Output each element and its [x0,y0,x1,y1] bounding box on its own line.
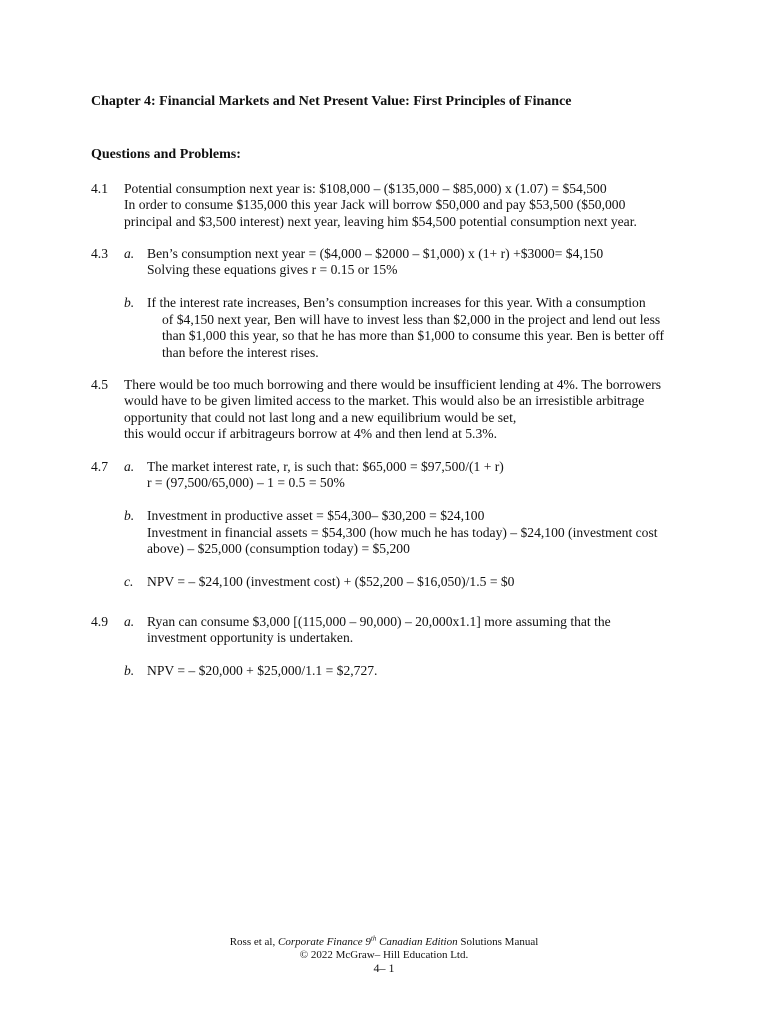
problem-number: 4.5 [91,377,108,392]
text-line: The market interest rate, r, is such that: $65,000 = $97,500/(1 + r) [147,459,504,474]
text-line: Potential consumption next year is: $108,000 – ($135,000 – $85,000) x (1.07) = $54,500 [124,181,607,196]
edition-text: Canadian Edition [376,936,458,948]
problem-number: 4.7 [91,459,108,474]
part-c [124,574,684,590]
page-footer [0,936,768,975]
text-line: opportunity that could not last long and a new equilibrium would be set, [124,409,517,425]
text-line: this would occur if arbitrageurs borrow at 4% and then lend at 5.3%. [124,426,497,442]
part-label: a. [124,459,135,474]
part-label: a. [124,614,135,629]
problem-body [124,377,684,443]
text-line: than $1,000 this year, so that he has more than $1,000 to consume this year. Ben is better off [162,328,665,344]
book-title-text: Corporate Finance 9 [277,936,371,948]
text-line: Ben’s consumption next year = ($4,000 – $2000 – $1,000) x (1+ r) +$3000= $4,150 [147,246,604,261]
text-line: than before the interest rises. [162,344,319,360]
text-line: principal and $3,500 interest) next year, leaving him $54,500 potential consumption next year. [124,213,637,229]
text-line: r = (97,500/65,000) – 1 = 0.5 = 50% [147,475,345,491]
text-line: In order to consume $135,000 this year Jack will borrow $50,000 and pay $53,500 ($50,000 [124,197,626,213]
text-line: Solving these equations gives r = 0.15 or 15% [147,262,398,278]
text-line: NPV = – $20,000 + $25,000/1.1 = $2,727. [147,663,378,679]
problem-number: 4.9 [91,614,108,629]
problem-number: 4.1 [91,181,108,196]
problem-body [124,181,684,230]
part-b [124,295,684,361]
part-b [124,663,684,679]
footer-citation [0,936,768,949]
edition-superscript: th [370,934,377,943]
part-a [124,246,684,279]
text-line: investment opportunity is undertaken. [147,630,354,646]
footer-prefix: Ross et al, [229,936,278,948]
part-a [124,459,684,492]
problem-body [124,246,684,361]
part-label: b. [124,295,135,311]
part-label: c. [124,574,134,590]
problem-body [124,459,684,591]
text-line: Ryan can consume $3,000 [(115,000 – 90,000) – 20,000x1.1] more assuming that the [147,614,611,629]
page-number: 4– 1 [373,961,395,975]
text-line: There would be too much borrowing and there would be insufficient lending at 4%. The borrowers [124,377,662,392]
part-b [124,508,684,557]
text-line: If the interest rate increases, Ben’s consumption increases for this year. With a consumption [147,295,646,311]
text-line: Investment in financial assets = $54,300 (how much he has today) – $24,100 (investment cost [147,524,658,540]
text-line: above) – $25,000 (consumption today) = $5,200 [147,541,410,557]
part-label: b. [124,663,135,679]
book-title [278,936,458,948]
part-label: a. [124,246,135,261]
footer-suffix: Solutions Manual [457,936,539,948]
copyright: © 2022 McGraw– Hill Education Ltd. [299,948,469,961]
text-line: of $4,150 next year, Ben will have to invest less than $2,000 in the project and lend out less [162,311,661,327]
chapter-title: Chapter 4: Financial Markets and Net Present Value: First Principles of Finance [91,94,572,109]
text-line: Investment in productive asset = $54,300– $30,200 = $24,100 [147,508,485,524]
part-a [124,614,684,647]
problem-number: 4.3 [91,246,108,261]
section-heading: Questions and Problems: [91,147,241,162]
text-line: would have to be given limited access to the market. This would also be an irresistible arbitrage [124,393,645,409]
part-label: b. [124,508,135,524]
problem-body [124,614,684,680]
text-line: NPV = – $24,100 (investment cost) + ($52,200 – $16,050)/1.5 = $0 [147,574,515,590]
